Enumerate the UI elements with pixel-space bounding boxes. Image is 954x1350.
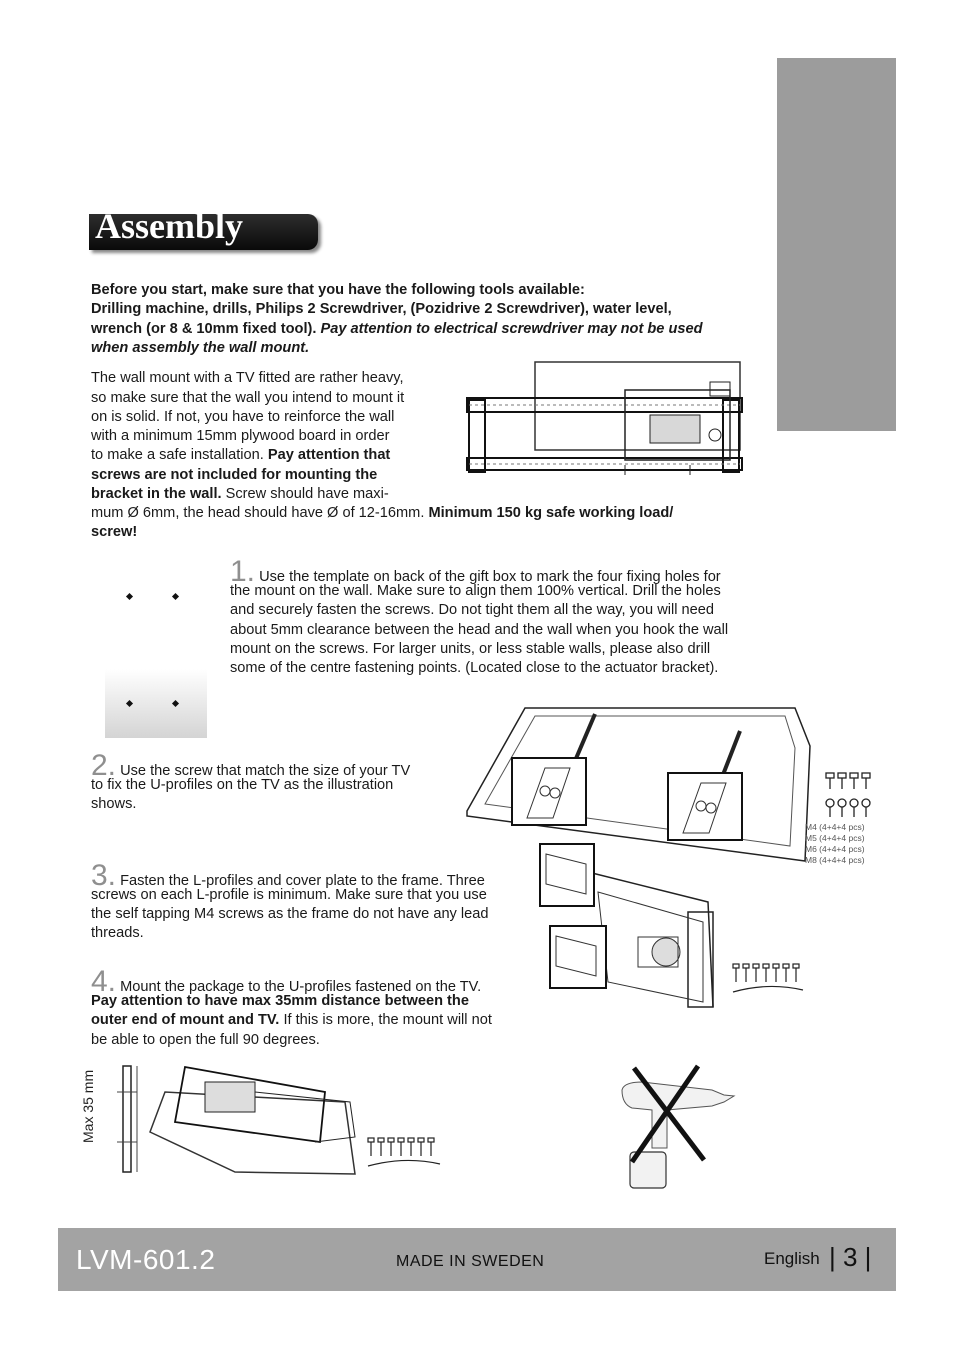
wall-line-8b: Minimum 150 kg safe working load/ — [428, 505, 674, 521]
intro-line-3 — [91, 320, 703, 339]
side-tab — [777, 58, 896, 431]
wall-line-6: screws are not included for mounting the — [91, 467, 378, 483]
intro-line-4: when assembly the wall mount. — [91, 340, 310, 356]
step1-line-3: and securely fasten the screws. Do not tight them all the way, you will need — [230, 602, 715, 618]
mount-on-tv-illustration — [115, 1062, 445, 1177]
intro-line-3-bold: wrench (or 8 & 10mm fixed tool). — [91, 321, 317, 337]
screw-size-m8: M8 (4+4+4 pcs) — [805, 855, 865, 865]
wall-line-9: screw! — [91, 524, 138, 540]
step4-number: 4. — [91, 965, 117, 998]
step4-line-4: be able to open the full 90 degrees. — [91, 1032, 320, 1048]
wall-line-3: on is solid. If not, you have to reinforce the wall — [91, 409, 395, 425]
page-title: Assembly — [95, 206, 244, 246]
wall-line-4: with a minimum 15mm plywood board in order — [91, 428, 390, 444]
no-electric-screwdriver-icon — [612, 1060, 742, 1190]
wall-line-7b: Screw should have maxi- — [225, 486, 389, 502]
wall-line-5a: to make a safe installation. — [91, 447, 264, 463]
drill-template-illustration — [105, 566, 207, 738]
step3-line-4: threads. — [91, 925, 144, 941]
step1-line-2: the mount on the wall. Make sure to align them 100% vertical. Drill the holes — [230, 583, 721, 599]
wall-line-5b: Pay attention that — [267, 447, 391, 463]
max-35mm-label: Max 35 mm — [80, 1069, 96, 1143]
wall-line-5 — [91, 446, 390, 465]
screw-size-m6: M6 (4+4+4 pcs) — [805, 844, 865, 854]
step4-text-1: Mount the package to the U-profiles fastened on the TV. — [120, 979, 482, 995]
l-profile-illustration — [538, 842, 813, 1007]
intro-line-2: Drilling machine, drills, Philips 2 Screwdriver, (Pozidrive 2 Screwdriver), water level, — [91, 301, 672, 317]
screw-set-icon — [824, 771, 876, 821]
step1-text-1: Use the template on back of the gift box to mark the four fixing holes for — [259, 569, 721, 585]
step3-text-1: Fasten the L-profiles and cover plate to the frame. Three — [120, 873, 485, 889]
page-number: | 3 | — [829, 1242, 872, 1272]
step4-line-3 — [91, 1011, 492, 1030]
step2-line-2: to fix the U-profiles on the TV as the illustration — [91, 777, 394, 793]
wall-line-2: so make sure that the wall you intend to mount it — [91, 390, 405, 406]
step1-line-4: about 5mm clearance between the head and the wall when you hook the wall — [230, 622, 729, 638]
wall-line-7 — [91, 485, 389, 504]
wall-line-8a: mum Ø 6mm, the head should have Ø of 12-16mm. — [91, 505, 425, 521]
step3-number: 3. — [91, 859, 117, 892]
step1-number: 1. — [230, 555, 256, 588]
made-in-sweden: MADE IN SWEDEN — [396, 1253, 545, 1270]
step4-line-2: Pay attention to have max 35mm distance between the — [91, 993, 469, 1009]
intro-line-3-warning: Pay attention to electrical screwdriver may not be used — [320, 321, 703, 337]
step4-line-3a: outer end of mount and TV. — [91, 1012, 280, 1028]
language-label: English — [764, 1249, 820, 1268]
wall-line-1: The wall mount with a TV fitted are rather heavy, — [91, 370, 404, 386]
step1-line-5: mount on the screws. For larger units, or less stable walls, please also drill — [230, 641, 711, 657]
screw-size-m4: M4 (4+4+4 pcs) — [805, 822, 865, 832]
model-number: LVM-601.2 — [76, 1244, 216, 1275]
step1-line-6: some of the centre fastening points. (Located close to the actuator bracket). — [230, 660, 719, 676]
wall-line-8 — [91, 504, 673, 523]
wall-mount-illustration — [465, 360, 755, 480]
intro-line-1: Before you start, make sure that you have the following tools available: — [91, 282, 585, 298]
step2-text-1: Use the screw that match the size of your TV — [120, 763, 411, 779]
step2-line-3: shows. — [91, 796, 137, 812]
step2-number: 2. — [91, 749, 117, 782]
wall-line-7a: bracket in the wall. — [91, 486, 222, 502]
step3-line-3: the self tapping M4 screws as the frame do not have any lead — [91, 906, 489, 922]
screw-size-m5: M5 (4+4+4 pcs) — [805, 833, 865, 843]
step3-line-2: screws on each L-profile is minimum. Make sure that you use — [91, 887, 487, 903]
step4-line-3b: If this is more, the mount will not — [283, 1012, 492, 1028]
